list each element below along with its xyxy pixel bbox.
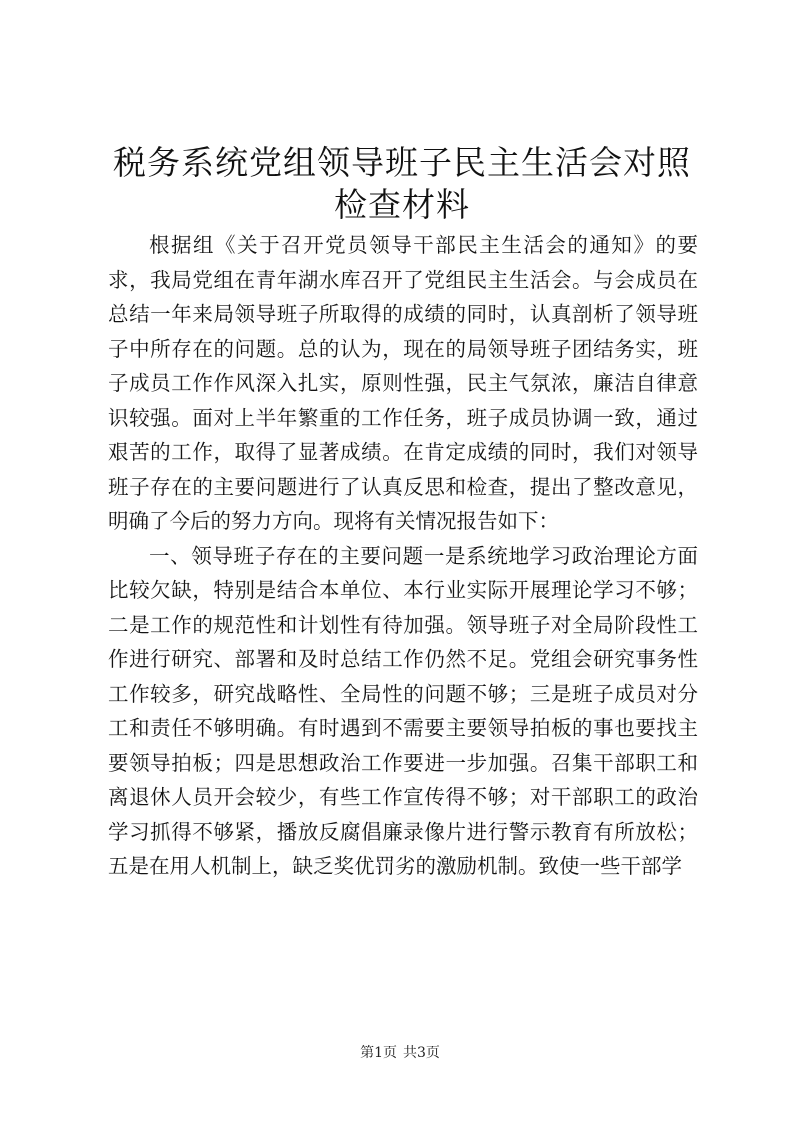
page-footer bbox=[0, 1044, 800, 1062]
page-number: 第1页 bbox=[360, 1045, 397, 1061]
document-body bbox=[108, 228, 698, 884]
document-title: 税务系统党组领导班子民主生活会对照检查材料 bbox=[113, 143, 691, 224]
paragraph: 一、领导班子存在的主要问题一是系统地学习政治理论方面比较欠缺，特别是结合本单位、本行业实际开展理论学习不够；二是工作的规范性和计划性有待加强。领导班子对全局阶段性工作进行研究、部署和及时总结工作仍然不足。党组会研究事务性工作较多，研究战略性、全局性的问题不够；三是班子成员对分工和责任不够明确。有时遇到不需要主要领导拍板的事也要找主要领导拍板；四是思想政治工作要进一步加强。召集干部职工和离退休人员开会较少，有些工作宣传得不够；对干部职工的政治学习抓得不够紧，播放反腐倡廉录像片进行警示教育有所放松；五是在用人机制上，缺乏奖优罚劣的激励机制。致使一些干部学 bbox=[108, 543, 698, 878]
page-total: 共3页 bbox=[403, 1045, 440, 1061]
paragraph: 根据组《关于召开党员领导干部民主生活会的通知》的要求，我局党组在青年湖水库召开了党组民主生活会。与会成员在总结一年来局领导班子所取得的成绩的同时，认真剖析了领导班子中所存在的问题。总的认为，现在的局领导班子团结务实，班子成员工作作风深入扎实，原则性强，民主气氛浓，廉洁自律意识较强。面对上半年繁重的工作任务，班子成员协调一致，通过艰苦的工作，取得了显著成绩。在肯定成绩的同时，我们对领导班子存在的主要问题进行了认真反思和检查，提出了整改意见，明确了今后的努力方向。现将有关情况报告如下： bbox=[108, 233, 698, 533]
